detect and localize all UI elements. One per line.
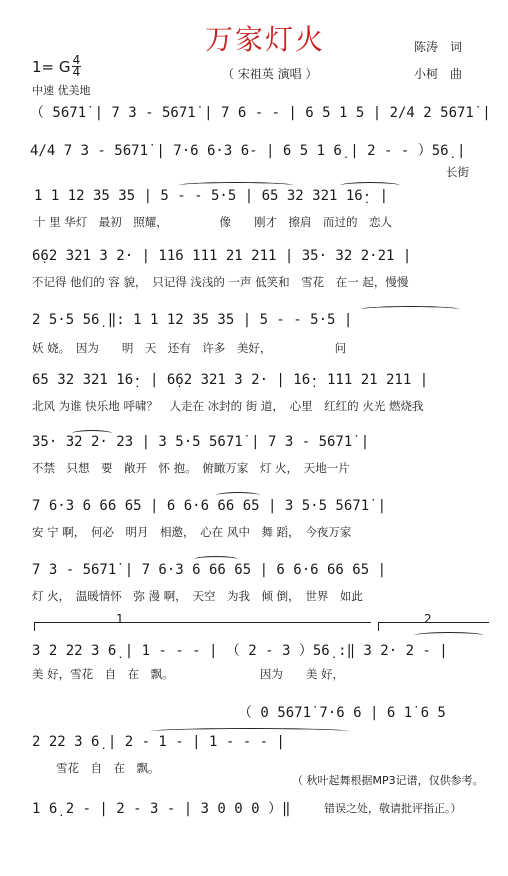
score-row-9: 7 3 - 5671̇ | 7 6·3 6 66 65 | 6 6·6 66 65 |	[32, 562, 387, 578]
song-title: 万家灯火	[205, 23, 326, 56]
volta-first-label: 1	[116, 612, 124, 626]
score-row-11: （ 0 5671̇ 7·6 6 | 6 1̇ 6 5	[238, 705, 446, 721]
lyric-row-2: 长街	[446, 165, 469, 179]
lyricist-credit: 陈涛 词	[414, 40, 463, 54]
tempo-marking: 中速 优美地	[32, 84, 91, 97]
score-row-5: 2 5·5 56̣ ‖: 1 1 12 35 35 | 5 - - 5·5 |	[32, 312, 353, 328]
lyric-row-4: 不记得 他们的 容 貌， 只记得 浅浅的 一声 低笑和 雪花 在一 起，慢慢	[32, 275, 409, 289]
slur	[216, 492, 260, 499]
score-row-2: 4/4 7 3 - 5671̇ | 7·6 6·3 6- | 6 5 1 6̣ | 2 - - ）56̣ |	[30, 143, 466, 159]
volta-second	[378, 622, 489, 631]
score-row-13: 1 6̣ 2 - | 2 - 3 - | 3 0 0 0 ）‖	[32, 801, 291, 817]
singer-credit: （ 宋祖英 演唱 ）	[222, 67, 318, 81]
lyric-row-10: 美 好，雪花 自 在 飘。 因为 美 好，	[32, 667, 345, 681]
lyric-row-12: 雪花 自 在 飘。	[56, 761, 160, 775]
score-row-3: 1 1 12 35 35 | 5 - - 5·5 | 65 32 321 16̣· |	[34, 188, 389, 204]
lyric-row-7: 不禁 只想 要 敞开 怀 抱。 俯瞰万家 灯 火， 天地一片	[32, 461, 350, 475]
volta-first	[34, 622, 371, 631]
volta-second-label: 2	[424, 612, 432, 626]
slur	[414, 632, 484, 639]
time-signature	[72, 55, 81, 78]
time-bottom: 4	[72, 65, 81, 79]
score-row-8: 7 6·3 6 66 65 | 6 6·6 66 65 | 3 5·5 5671̇ |	[32, 498, 387, 514]
slur	[340, 182, 400, 189]
lyric-row-3: 十 里 华灯 最初 照耀， 像 刚才 擦肩 而过的 恋人	[34, 215, 393, 229]
score-row-6: 65 32 321 16̣· | 6̣62 321 3 2· | 16̣· 111 21 211 |	[32, 372, 429, 388]
score-row-4: 6̣62 321 3 2· | 116 111 21 211 | 35· 32 2·21 |	[32, 248, 412, 264]
lyric-row-6: 北风 为谁 快乐地 呼啸？ 人走在 冰封的 街 道， 心里 红红的 火光 燃烧我	[32, 399, 424, 413]
slur	[194, 556, 238, 563]
slur	[150, 728, 350, 735]
footer-note-1: （ 秋叶起舞根据MP3记谱，仅供参考。	[292, 774, 484, 787]
time-top: 4	[72, 53, 81, 67]
lyric-row-5: 妖 娆。 因为 明 天 还有 许多 美好， 问	[32, 341, 347, 355]
footer-note-2: 错误之处，敬请批评指正。）	[324, 802, 462, 815]
lyric-row-9: 灯 火， 温暖情怀 弥 漫 啊， 天空 为我 倾 倒， 世界 如此	[32, 589, 363, 603]
score-row-10: 3 2 22 3 6̣ | 1 - - - | （ 2 - 3 ）56̣ :‖ 3 2· 2 - |	[32, 643, 448, 659]
composer-credit: 小柯 曲	[414, 67, 463, 81]
slur	[72, 430, 112, 437]
score-row-12: 2 22 3 6̣ | 2 - 1 - | 1 - - - |	[32, 734, 285, 750]
lyric-row-8: 安 宁 啊， 何必 明月 相邀， 心在 风中 舞 蹈， 今夜万家	[32, 525, 352, 539]
slur	[360, 306, 460, 313]
score-row-7: 35· 32 2· 23 | 3 5·5 5671̇ | 7 3 - 5671̇ |	[32, 434, 370, 450]
score-row-1: （ 5671̇ | 7 3 - 5671̇ | 7 6 - - | 6 5 1 5 | 2/4 2 5671̇ |	[30, 105, 491, 121]
key-signature: 1= G	[32, 58, 71, 76]
slur	[178, 182, 294, 189]
